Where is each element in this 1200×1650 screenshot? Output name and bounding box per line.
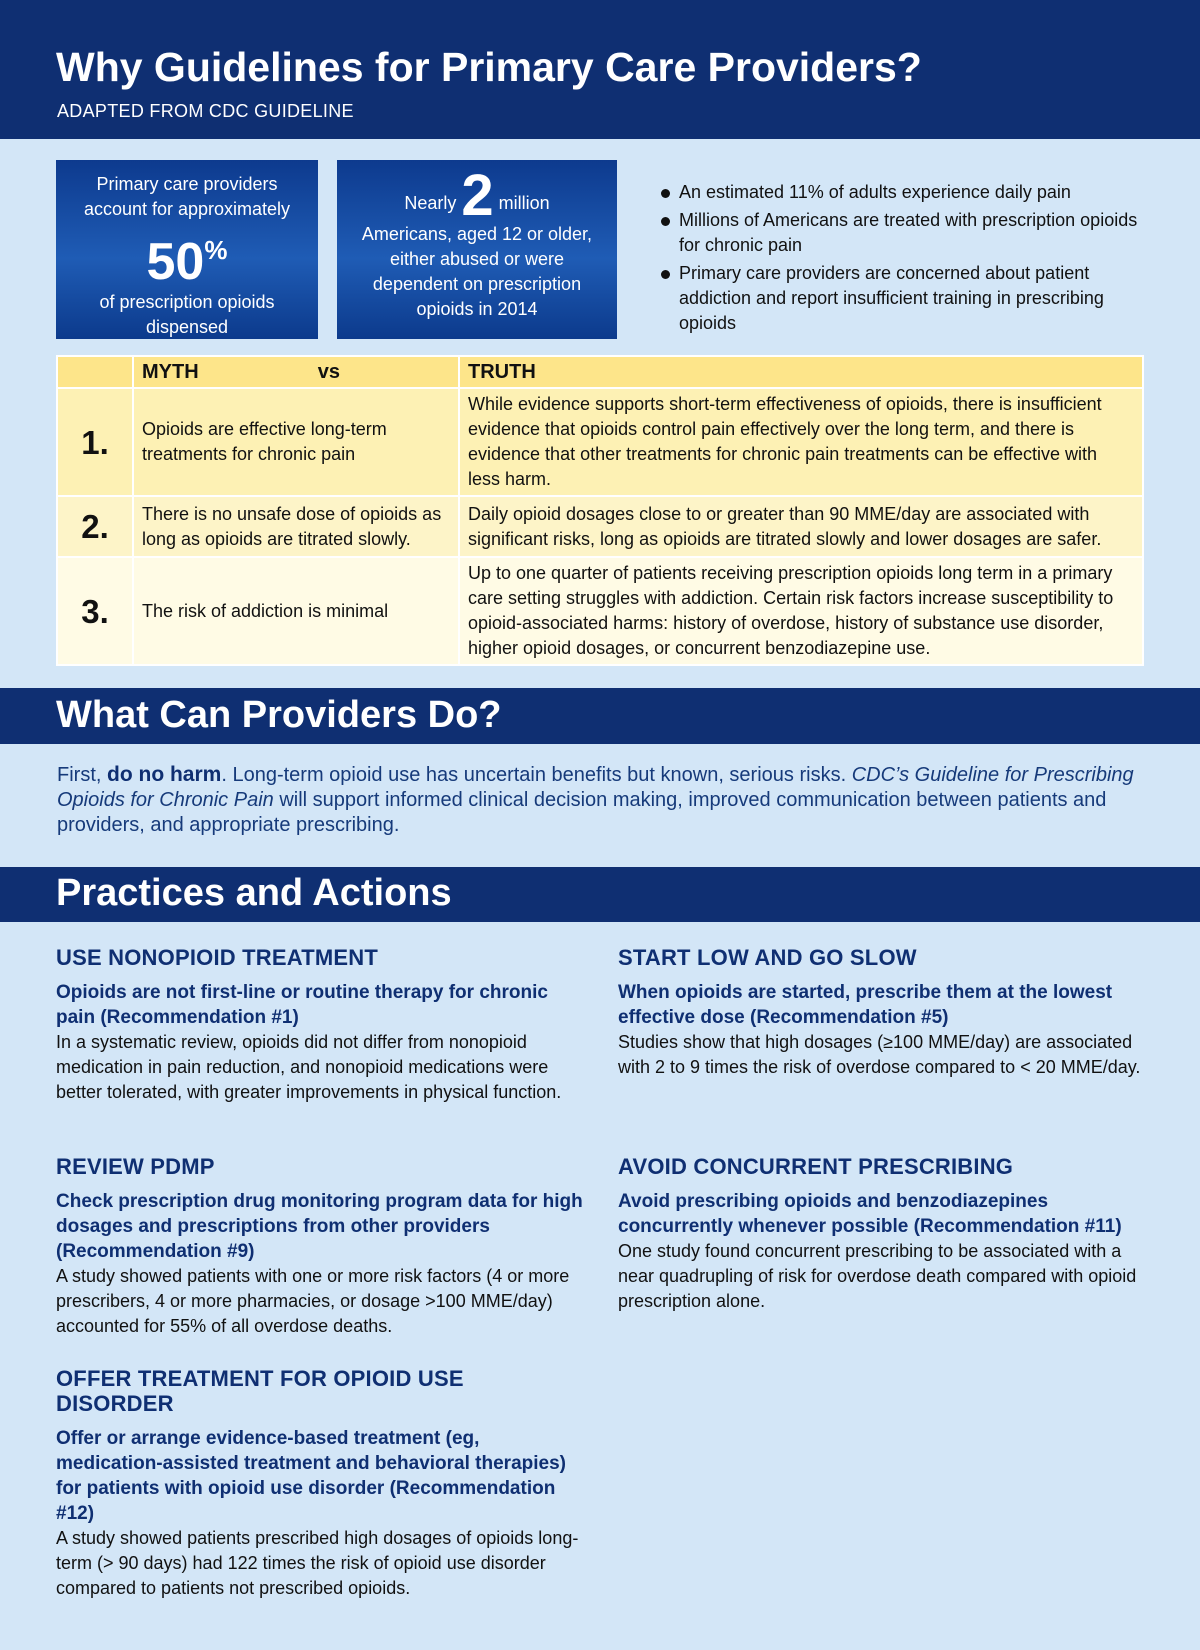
practice-heading: REVIEW PDMP: [56, 1154, 215, 1179]
truth-cell: Daily opioid dosages close to or greater than 90 MME/day are associated with significant risks, long as opioids are titrated slowly and lower dosages are safer.: [459, 496, 1143, 557]
stat-2-pre: Nearly: [404, 193, 457, 213]
list-item: An estimated 11% of adults experience daily pain: [660, 180, 1160, 205]
myth-vs-truth-table: [56, 355, 1144, 666]
table-row: [57, 388, 1143, 496]
practice-avoid-concurrent: [618, 1154, 1148, 1314]
stat-2-rest: Americans, aged 12 or older, either abused or were dependent on prescription opioids in 2014: [361, 224, 593, 319]
practice-recommendation: Check prescription drug monitoring program data for high dosages and prescriptions from other providers (Recommendation #9): [56, 1191, 583, 1262]
stat-1-pre: Primary care providers account for approximately: [83, 174, 291, 219]
truth-cell: While evidence supports short-term effectiveness of opioids, there is insufficient evidence that opioids control pain effectively over the long term, and there is evidence that other treatments for chronic pain treatments can be effective with less harm.: [459, 388, 1143, 496]
header-myth-label: MYTH: [142, 360, 199, 383]
row-number: 3.: [57, 557, 133, 665]
practice-review-pdmp: [56, 1154, 586, 1339]
row-number: 2.: [57, 496, 133, 557]
stat-box-providers: [56, 160, 318, 339]
practice-heading: OFFER TREATMENT FOR OPIOID USE DISORDER: [56, 1366, 464, 1416]
practice-start-low: [618, 945, 1148, 1080]
practice-recommendation: Offer or arrange evidence-based treatment (eg, medication-assisted treatment and behavioral therapies) for patients with opioid use disorder (Recommendation #12): [56, 1428, 566, 1524]
practice-recommendation: When opioids are started, prescribe them at the lowest effective dose (Recommendation #5): [618, 982, 1113, 1028]
intro-end: will support informed clinical decision making, improved communication between patients and providers, and appropriate prescribing.: [57, 789, 1107, 836]
truth-cell: Up to one quarter of patients receiving prescription opioids long term in a primary care setting struggles with addiction. Certain risk factors increase susceptibility to opioid-associated harms: history of overdose, history of substance use disorder, higher opioid dosages, or concurrent benzodiazepine use.: [459, 557, 1143, 665]
myth-cell: Opioids are effective long-term treatments for chronic pain: [133, 388, 459, 496]
stat-2-number: 2: [461, 163, 494, 228]
practice-nonopioid: [56, 945, 586, 1105]
providers-intro: [57, 762, 1157, 838]
page-title: Why Guidelines for Primary Care Providers?: [56, 44, 922, 90]
table-row: [57, 557, 1143, 665]
stat-2-top: [337, 163, 617, 228]
header-vs-label: vs: [317, 360, 340, 383]
practice-body: In a systematic review, opioids did not differ from nonopioid medication in pain reduction, and nonopioid medications were better tolerated, with greater improvements in physical function.: [56, 1032, 562, 1102]
table-header-myth: [133, 356, 459, 388]
providers-section-title: What Can Providers Do?: [56, 694, 502, 736]
row-number: 1.: [57, 388, 133, 496]
stat-1-suffix: %: [204, 235, 228, 265]
page-subtitle: ADAPTED FROM CDC GUIDELINE: [57, 101, 354, 121]
list-item: Millions of Americans are treated with prescription opioids for chronic pain: [660, 208, 1160, 258]
practice-heading: AVOID CONCURRENT PRESCRIBING: [618, 1154, 1014, 1179]
practice-recommendation: Opioids are not first-line or routine therapy for chronic pain (Recommendation #1): [56, 982, 548, 1028]
list-item: Primary care providers are concerned about patient addiction and report insufficient training in prescribing opioids: [660, 261, 1160, 336]
practice-offer-treatment: [56, 1366, 586, 1601]
stat-1-number: 50: [146, 233, 205, 291]
intro-mid: . Long-term opioid use has uncertain benefits but known, serious risks.: [221, 764, 847, 786]
table-header-row: [57, 356, 1143, 388]
stat-2-post-word: million: [498, 193, 550, 213]
practice-body: A study showed patients prescribed high dosages of opioids long-term (> 90 days) had 122 times the risk of opioid use disorder compared to patients not prescribed opioids.: [56, 1528, 579, 1598]
intro-first: First,: [57, 764, 102, 786]
practice-heading: START LOW AND GO SLOW: [618, 945, 917, 970]
table-header-num: [57, 356, 133, 388]
stat-1-post: of prescription opioids dispensed: [99, 292, 275, 337]
stat-1-big: [56, 222, 318, 290]
practice-heading: USE NONOPIOID TREATMENT: [56, 945, 378, 970]
myth-cell: The risk of addiction is minimal: [133, 557, 459, 665]
stat-box-americans: [337, 160, 617, 339]
practice-body: Studies show that high dosages (≥100 MME/day) are associated with 2 to 9 times the risk of overdose compared to < 20 MME/day.: [618, 1032, 1141, 1077]
key-facts-list: [660, 180, 1160, 339]
intro-bold: do no harm: [107, 763, 222, 786]
table-row: [57, 496, 1143, 557]
practice-body: A study showed patients with one or more risk factors (4 or more prescribers, 4 or more pharmacies, or dosage >100 MME/day) accounted for 55% of all overdose deaths.: [56, 1266, 570, 1336]
practice-body: One study found concurrent prescribing to be associated with a near quadrupling of risk for overdose death compared with opioid prescription alone.: [618, 1241, 1137, 1311]
table-header-truth: TRUTH: [459, 356, 1143, 388]
myth-cell: There is no unsafe dose of opioids as long as opioids are titrated slowly.: [133, 496, 459, 557]
intro-guideline-title: CDC’s Guideline for Prescribing Opioids for Chronic Pain: [57, 764, 1134, 811]
practice-recommendation: Avoid prescribing opioids and benzodiazepines concurrently whenever possible (Recommendation #11): [618, 1191, 1122, 1237]
practices-section-title: Practices and Actions: [56, 872, 452, 914]
